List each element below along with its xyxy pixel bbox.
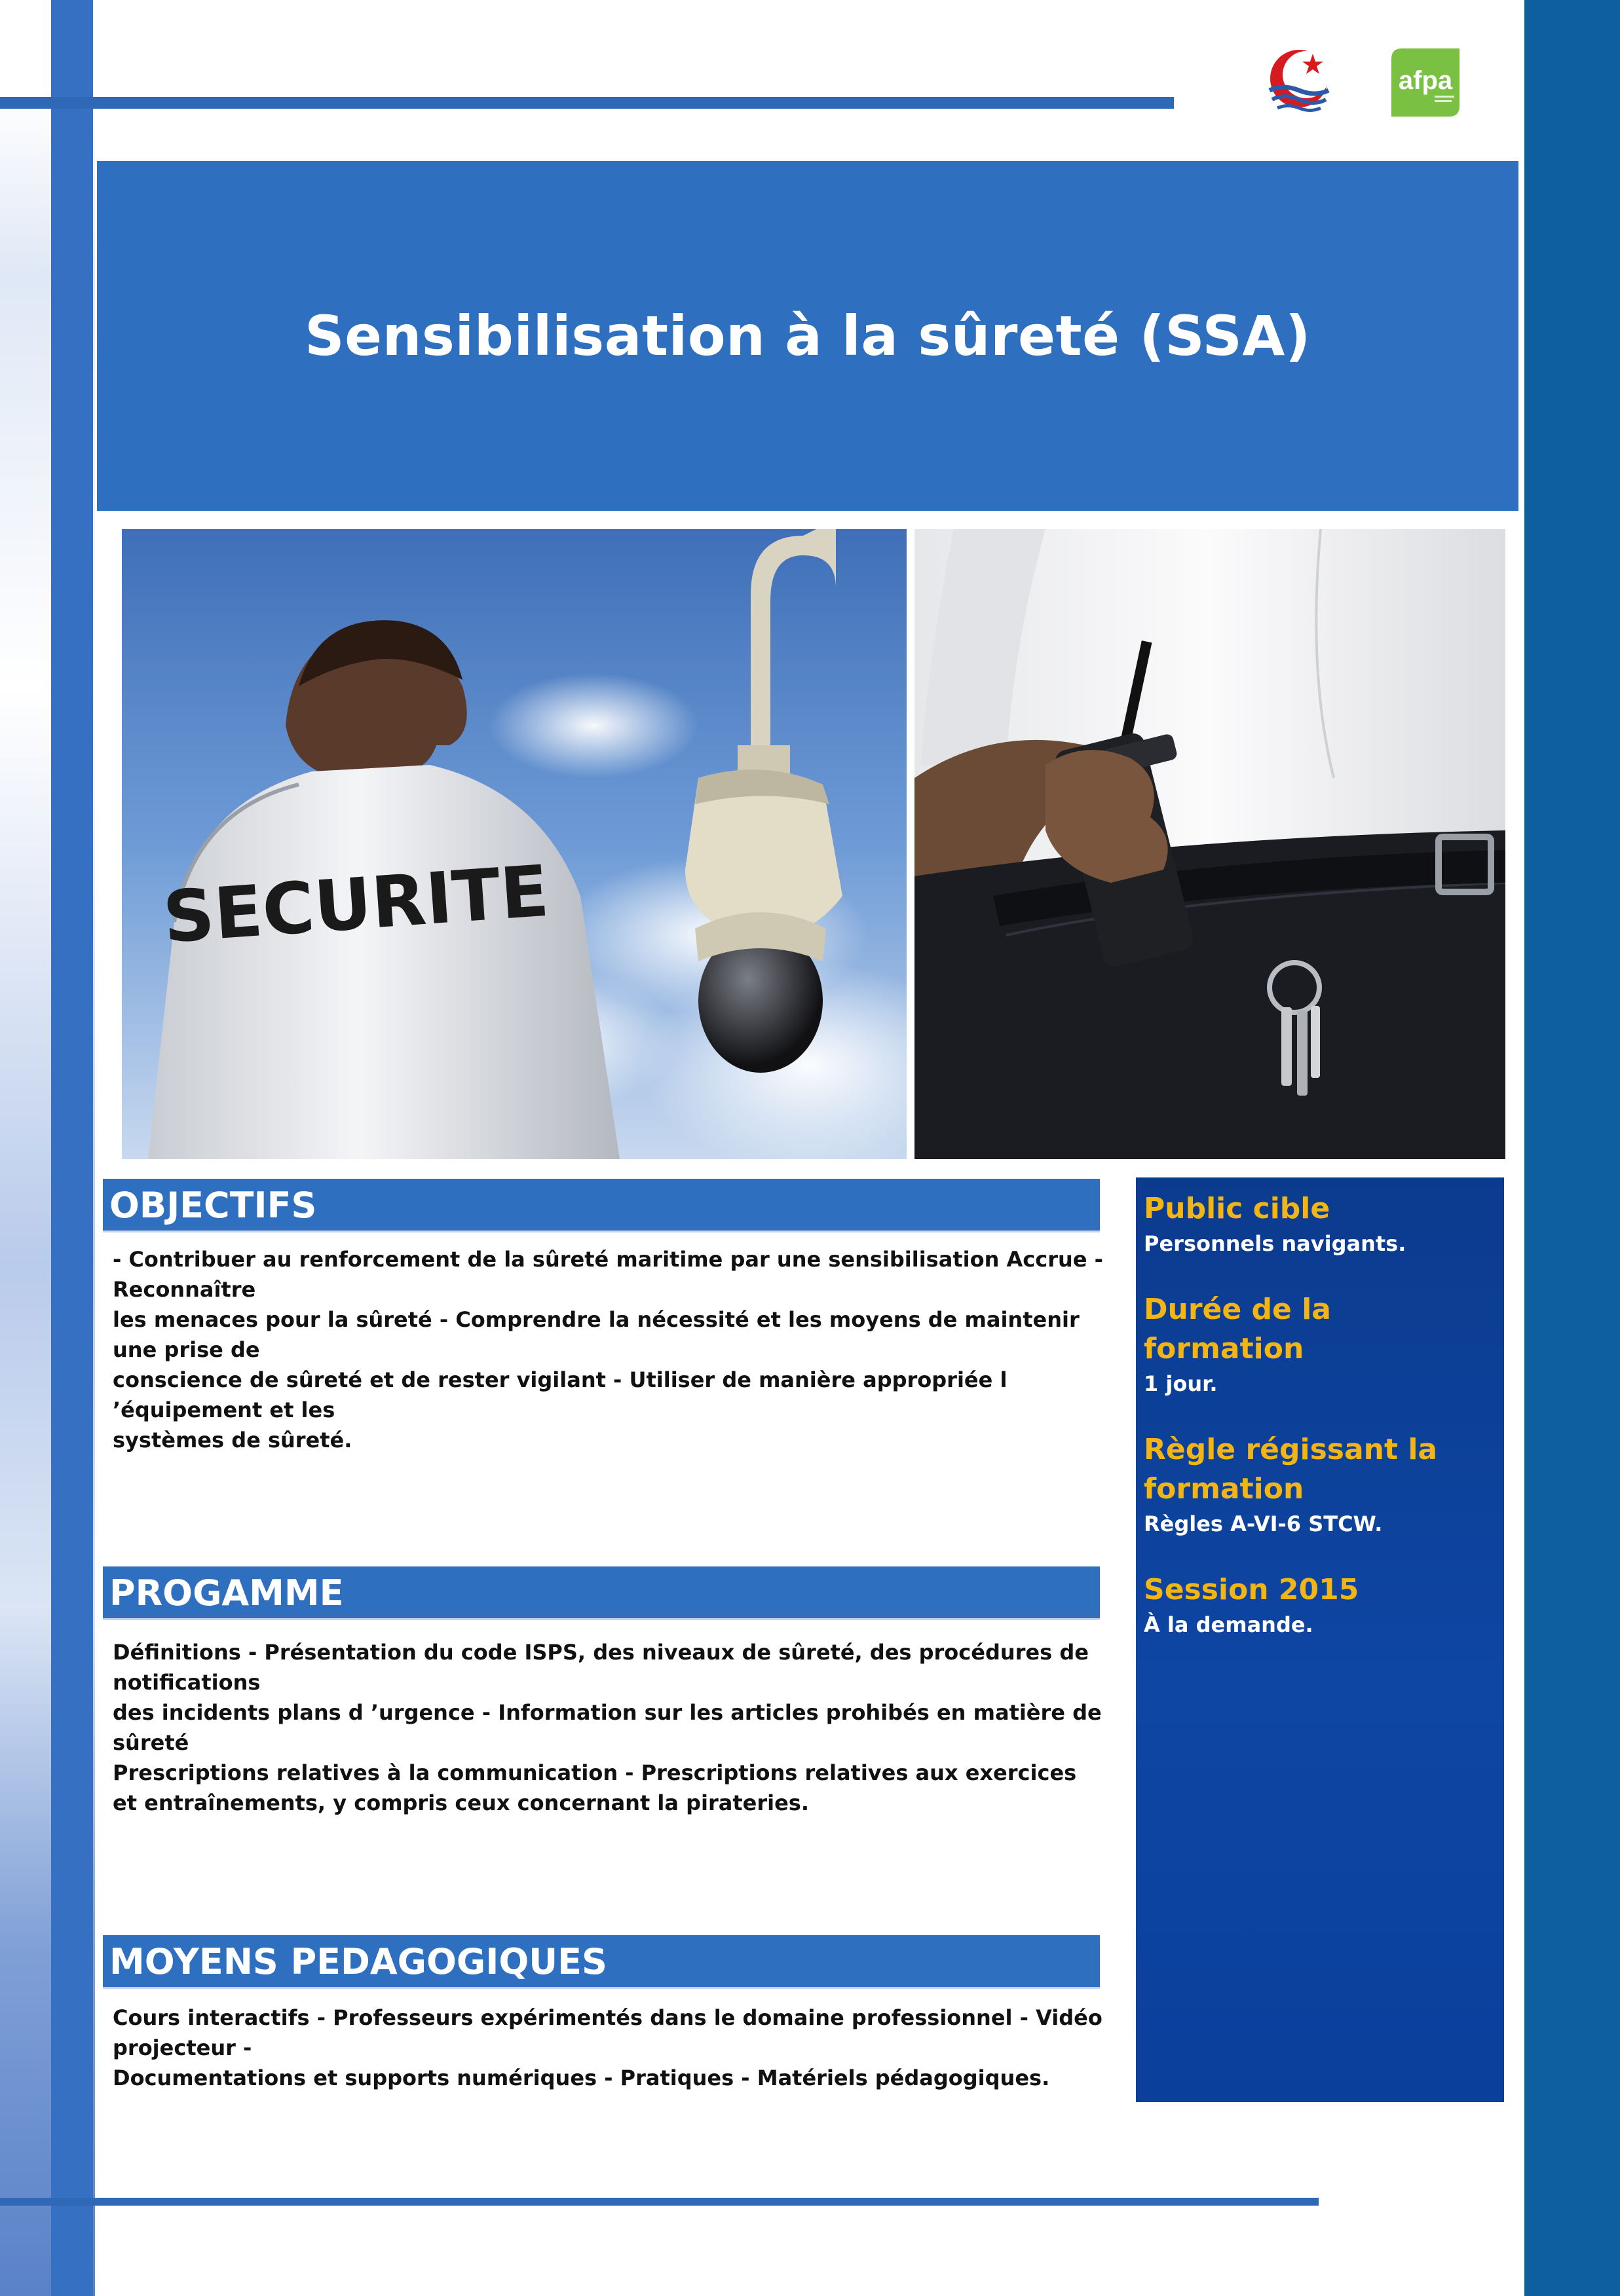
public-cible-block xyxy=(1144,1189,1496,1259)
programme-line: Définitions - Présentation du code ISPS, des niveaux de sûreté, des procédures de notifications xyxy=(113,1640,1089,1695)
programme-line: Prescriptions relatives à la communication - Prescriptions relatives aux exercices xyxy=(113,1760,1077,1785)
right-accent-bar xyxy=(1524,0,1620,2296)
session-heading: Session 2015 xyxy=(1144,1573,1359,1606)
left-accent-bar xyxy=(51,0,93,2296)
objectifs-line: conscience de sûreté et de rester vigilant - Utiliser de manière appropriée l ’équipement et les xyxy=(113,1367,1008,1422)
objectifs-line: systèmes de sûreté. xyxy=(113,1428,352,1453)
regle-heading-line2: formation xyxy=(1144,1472,1304,1506)
objectifs-body xyxy=(113,1244,1108,1455)
afpa-logo-text: afpa xyxy=(1398,66,1453,95)
duree-heading: Durée de la formation xyxy=(1144,1293,1331,1365)
page-title: Sensibilisation à la sûreté (SSA) xyxy=(305,304,1311,368)
moyens-line: Cours interactifs - Professeurs expérimentés dans le domaine professionnel - Vidéo projecteur - xyxy=(113,2005,1102,2060)
regle-block xyxy=(1144,1430,1496,1539)
session-block xyxy=(1144,1570,1496,1640)
public-cible-heading: Public cible xyxy=(1144,1192,1330,1225)
objectifs-line: - Contribuer au renforcement de la sûreté maritime par une sensibilisation Accrue - Reconnaître xyxy=(113,1247,1103,1302)
programme-heading: PROGAMME xyxy=(103,1566,1100,1620)
objectifs-heading: OBJECTIFS xyxy=(103,1179,1100,1232)
shirt-text: SECURITE xyxy=(160,850,552,959)
moyens-heading: MOYENS PEDAGOGIQUES xyxy=(103,1935,1100,1989)
afpa-logo xyxy=(1389,46,1462,119)
regle-heading-line1: Règle régissant la xyxy=(1144,1433,1438,1466)
title-banner xyxy=(97,161,1518,511)
tunisia-maritime-logo xyxy=(1263,45,1335,117)
programme-line: des incidents plans d ’urgence - Information sur les articles prohibés en matière de sûreté xyxy=(113,1700,1102,1755)
duree-value: 1 jour. xyxy=(1144,1371,1218,1396)
public-cible-value: Personnels navigants. xyxy=(1144,1231,1406,1256)
top-divider xyxy=(0,97,1174,109)
duree-block xyxy=(1144,1290,1496,1399)
moyens-line: Documentations et supports numériques - Pratiques - Matériels pédagogiques. xyxy=(113,2065,1050,2090)
guard-radio-photo xyxy=(914,529,1505,1159)
info-sidebar xyxy=(1136,1177,1504,2102)
bottom-divider xyxy=(0,2198,1319,2206)
moyens-body xyxy=(113,2003,1108,2093)
regle-value: Règles A-VI-6 STCW. xyxy=(1144,1511,1383,1536)
session-value: À la demande. xyxy=(1144,1612,1313,1637)
security-shirt-photo xyxy=(122,529,907,1159)
programme-line: et entraînements, y compris ceux concernant la pirateries. xyxy=(113,1790,809,1815)
objectifs-line: les menaces pour la sûreté - Comprendre la nécessité et les moyens de maintenir une prise de xyxy=(113,1307,1080,1362)
programme-body xyxy=(113,1637,1108,1818)
